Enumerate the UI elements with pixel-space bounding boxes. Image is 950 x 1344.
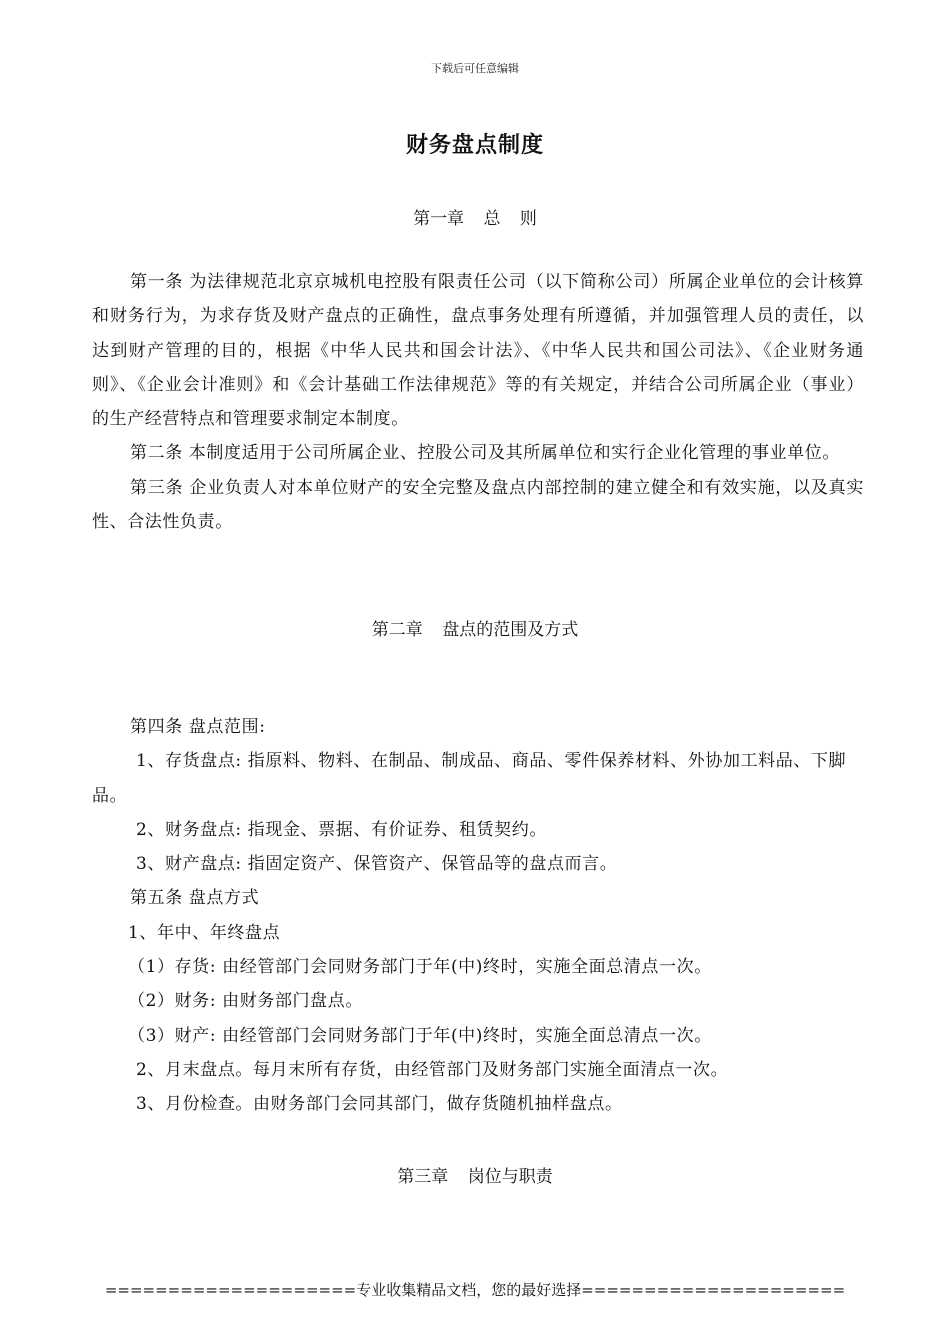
chapter-1-heading: 第一章 总 则 (413, 209, 537, 229)
scope-item-property: 3、财产盘点: 指固定资产、保管资产、保管品等的盘点而言。 (136, 854, 618, 875)
article-3-paragraph: 第三条 企业负责人对本单位财产的安全完整及盘点内部控制的建立健全和有效实施，以及真实性、合法性负责。 (92, 477, 864, 533)
method-subitem-inventory: （1）存货: 由经管部门会同财务部门于年(中)终时，实施全面总清点一次。 (128, 957, 712, 978)
chapter-2-body (92, 710, 864, 1122)
page-header-note: 下载后可任意编辑 (431, 62, 519, 75)
method-item-check: 3、月份检查。由财务部门会同其部门，做存货随机抽样盘点。 (136, 1094, 623, 1115)
article-1-paragraph: 第一条 为法律规范北京京城机电控股有限责任公司（以下简称公司）所属企业单位的会计核算和财务行为，为求存货及财产盘点的正确性，盘点事务处理有所遵循，并加强管理人员的责任，以达到财产管理的目的，根据《中华人民共和国会计法》、《中华人民共和国公司法》、《企业财务通则》、《企业会计准则》和《会计基础工作法律规范》等的有关规定，并结合公司所属企业（事业）的生产经营特点和管理要求制定本制度。 (92, 272, 864, 430)
article-5-heading: 第五条 盘点方式 (130, 888, 260, 909)
chapter-2-heading: 第二章 盘点的范围及方式 (371, 620, 579, 640)
method-subitem-property: （3）财产: 由经管部门会同财务部门于年(中)终时，实施全面总清点一次。 (128, 1025, 712, 1046)
scope-item-finance: 2、财务盘点: 指现金、票据、有价证券、租赁契约。 (136, 819, 547, 840)
chapter-3-heading: 第三章 岗位与职责 (397, 1167, 553, 1187)
article-2-paragraph: 第二条 本制度适用于公司所属企业、控股公司及其所属单位和实行企业化管理的事业单位。 (130, 443, 841, 464)
method-subitem-finance: （2）财务: 由财务部门盘点。 (128, 991, 363, 1012)
scope-item-inventory: 1、存货盘点: 指原料、物料、在制品、制成品、商品、零件保养材料、外协加工料品、下脚品。 (92, 751, 847, 806)
chapter-1-body (92, 265, 864, 539)
article-4-heading: 第四条 盘点范围: (130, 717, 266, 737)
document-title: 财务盘点制度 (405, 132, 544, 158)
method-title-annual: 1、年中、年终盘点 (128, 922, 281, 943)
page-footer-banner: ====================专业收集精品文档，您的最好选择===================== (104, 1281, 846, 1299)
method-item-monthly: 2、月末盘点。每月末所有存货，由经管部门及财务部门实施全面清点一次。 (136, 1059, 729, 1080)
